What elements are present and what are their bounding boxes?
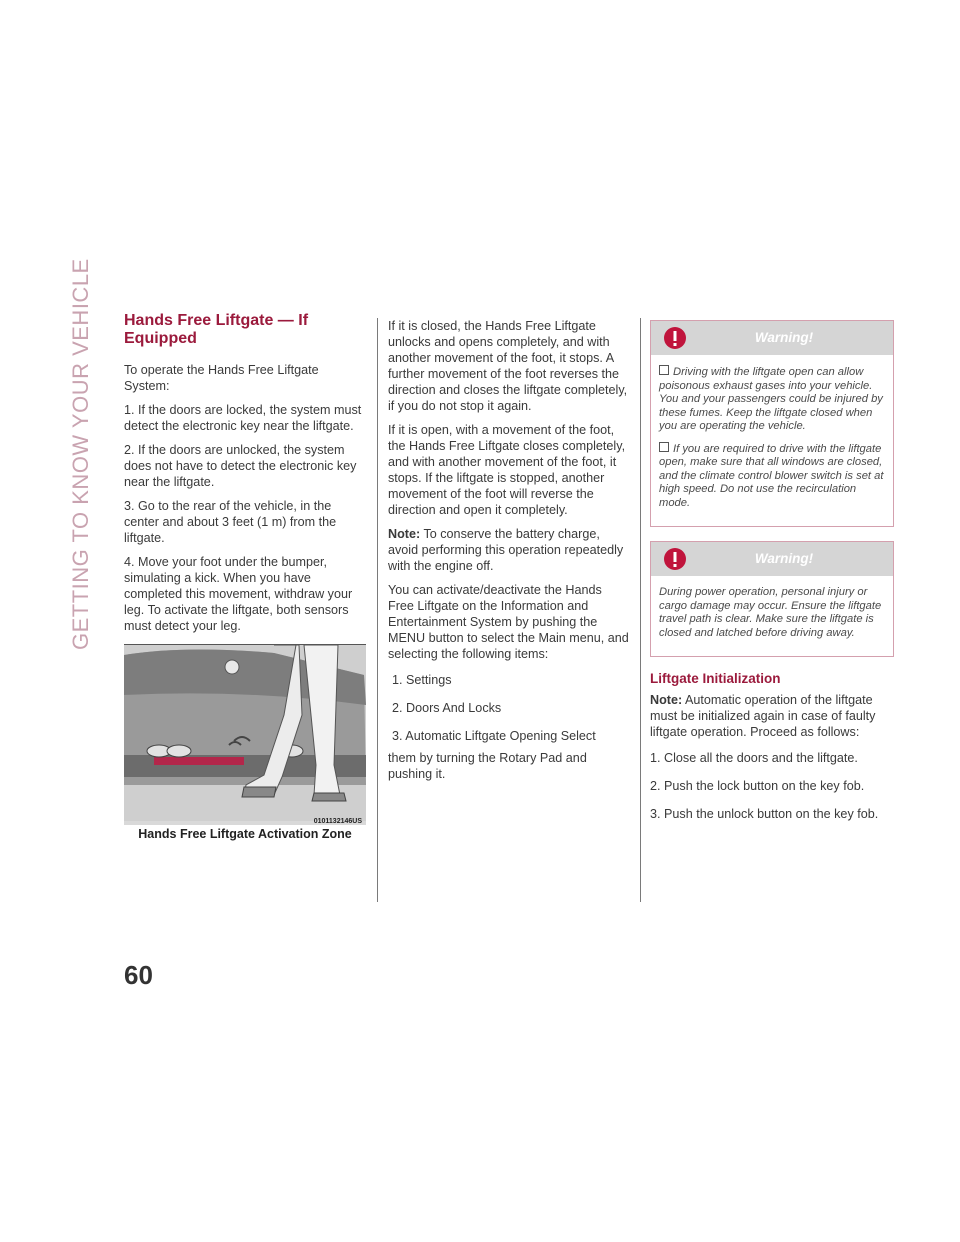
liftgate-figure: [124, 644, 366, 841]
chapter-title: GETTING TO KNOW YOUR VEHICLE: [68, 258, 93, 650]
init-step-2: 2. Push the lock button on the key fob.: [650, 779, 865, 793]
chapter-side-tab: [68, 258, 108, 650]
menu-item-1: 1. Settings: [392, 673, 452, 687]
subsection-title: Liftgate Initialization: [650, 671, 781, 686]
note-paragraph: [388, 526, 630, 574]
init-step-3: 3. Push the unlock button on the key fob.: [650, 807, 879, 821]
warning-text: During power operation, personal injury or cargo damage may occur. Ensure the liftgate travel path is clear. Make sure the liftgate is closed and latched before driving away.: [659, 586, 882, 639]
closed-behavior-paragraph: If it is closed, the Hands Free Liftgate unlocks and opens completely, and with another movement of the foot, it stops. A further movement of the foot reverses the direction and closes the liftgate completely, if you do not stop it again.: [388, 319, 628, 413]
column-3: [650, 320, 894, 830]
init-note-paragraph: [650, 692, 894, 740]
warning-header: [651, 542, 893, 576]
warning-body: [651, 576, 893, 656]
note-label: Note:: [388, 527, 421, 541]
init-step-1: 1. Close all the doors and the liftgate.: [650, 751, 858, 765]
checkbox-bullet-icon: [659, 442, 669, 452]
warning-box-power-operation: [650, 541, 894, 657]
column-2: [388, 318, 630, 790]
note-text: Automatic operation of the liftgate must be initialized again in case of faulty liftgate operation. Proceed as follows:: [650, 693, 876, 739]
column-1: [124, 312, 366, 841]
page-number: 60: [124, 960, 153, 990]
figure-caption: Hands Free Liftgate Activation Zone: [124, 825, 366, 841]
open-behavior-paragraph: If it is open, with a movement of the foot, the Hands Free Liftgate closes completely, and with another movement of the foot, it stops. If the liftgate is stopped, another movement of the foot will reverse the direction and open it completely.: [388, 423, 626, 517]
warning-title: Warning!: [754, 551, 814, 566]
checkbox-bullet-icon: [659, 365, 669, 375]
intro-paragraph: To operate the Hands Free Liftgate System:: [124, 363, 319, 393]
step-3: 3. Go to the rear of the vehicle, in the center and about 3 feet (1 m) from the liftgate.: [124, 499, 337, 545]
warning-bullet-2: If you are required to drive with the liftgate open, make sure that all windows are closed, and the climate control blower switch is set at high speed. Do not use the recirculation mode.: [659, 442, 884, 509]
note-text: To conserve the battery charge, avoid performing this operation repeatedly with the engine off.: [388, 527, 624, 573]
car-rear-illustration: [124, 645, 366, 821]
column-divider-1: [377, 318, 378, 902]
warning-icon: [663, 547, 687, 571]
menu-item-3: 3. Automatic Liftgate Opening Select: [392, 729, 596, 743]
warning-icon: [663, 326, 687, 350]
column-divider-2: [640, 318, 641, 902]
figure-code: 0101132146US: [313, 818, 362, 825]
step-2: 2. If the doors are unlocked, the system does not have to detect the electronic key near the liftgate.: [124, 443, 357, 489]
step-4: 4. Move your foot under the bumper, simulating a kick. When you have completed this movement, withdraw your leg. To activate the liftgate, both sensors must detect your leg.: [124, 555, 353, 633]
warning-title: Warning!: [754, 330, 814, 345]
warning-header: [651, 321, 893, 355]
warning-body: [651, 355, 893, 526]
warning-box-exhaust: [650, 320, 894, 527]
rotary-pad-paragraph: them by turning the Rotary Pad and pushing it.: [388, 751, 587, 781]
note-label: Note:: [650, 693, 683, 707]
settings-paragraph: You can activate/deactivate the Hands Free Liftgate on the Information and Entertainment System by pushing the MENU button to select the Main menu, and selecting the following items:: [388, 583, 629, 661]
warning-bullet-1: Driving with the liftgate open can allow poisonous exhaust gases into your vehicle. You and your passengers could be injured by these fumes. Keep the liftgate closed when you are operating the vehicle.: [659, 366, 883, 432]
menu-item-2: 2. Doors And Locks: [392, 701, 502, 715]
step-1: 1. If the doors are locked, the system must detect the electronic key near the liftgate.: [124, 403, 362, 433]
section-title: Hands Free Liftgate — If Equipped: [124, 312, 309, 347]
